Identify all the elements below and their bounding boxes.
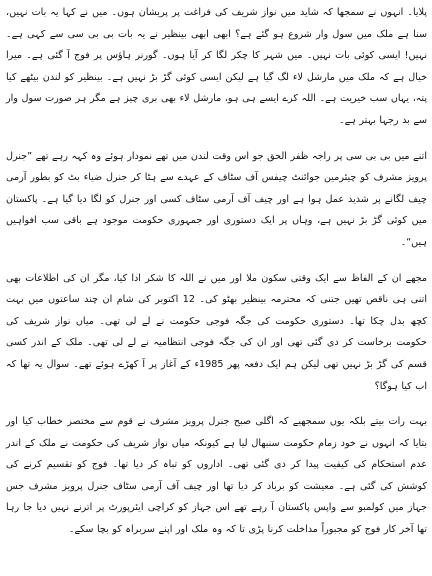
paragraph-1: پلایا۔ انہوں نے سمجھا کہ شاید میں نواز شریف کی فراغت پر پریشان ہوں۔ میں نے کہا یہ بات نہیں، سنا ہے ملک میں سول وار شروع ہو گئے ہے؟ ابھی ابھی بینظیر نے یہ بات بی بی سی سے کہی ہے۔ نہیں! ایسی کوئی بات نہیں۔ میں شہر کا چکر لگا کر آیا ہوں۔ گورنر ہاؤس پر فوج آ گئی ہے۔ میرا خیال ہے کہ ملک میں مارشل لاء لگ گیا ہے لیکن ایسی کوئی گڑ بڑ نہیں ہے۔ بینظیر کو لندن بیٹھے کیا پتہ، یہاں سب خیریت ہے۔ اللہ کرے ایسے ہی ہو، مارشل لاء بھی بری چیز ہے مگر ہر صورت سول وار سے بد رجہا بہتر ہے۔ <box>6 7 427 126</box>
paragraph-3: مجھے ان کے الفاظ سے ایک وقتی سکون ملا اور میں نے اللہ کا شکر ادا کیا، مگر ان کی اطلاعات بھی اتنی ہی ناقص تھیں جتنی کہ محترمہ بینظیر بھٹو کی۔ 12 اکتوبر کی شام ان چند ساعتوں میں بہت کچھ بدل چکا تھا۔ دستوری حکومت کی جگہ فوجی حکومت نے لے لی تھی۔ میاں نواز شریف کی حکومت برخاست کر دی گئی تھی اور ان کی جگہ فوجی انتظامیہ نے لے لی تھی۔ ملک کے اندر کسی قسم کی گڑ بڑ نہیں تھی لیکن ہم ایک دفعہ پھر 1985ء کے آغاز پر آ کھڑے ہوئے تھے۔ سوال یہ تھا کہ اب کیا ہوگا؟ <box>6 272 427 392</box>
paragraph-4: بہت رات بیتے بلکہ یوں سمجھیے کہ اگلی صبح جنرل پرویز مشرف نے قوم سے مختصر خطاب کیا اور بتایا کہ انہوں نے خود زمام حکومت سنبھال لیا ہے کیونکہ میاں نواز شریف کی حکومت نے ملک کے اندر عدم استحکام کی کیفیت پیدا کر دی گئی تھی۔ اداروں کو تباہ کر دیا تھا۔ فوج کو تقسیم کرنے کی کوشش کی گئی ہے۔ معیشت کو برباد کر دیا تھا اور چیف آف آرمی سٹاف جنرل پرویز مشرف جس جہاز میں کولمبو سے واپس پاکستان آ رہے تھے اس جہاز کو کراچی ایئرپورٹ پر اترنے نہیں دیا جا رہا تھا آخر کار فوج کو مجبوراً مداخلت کرنا پڑی تا کہ وہ ملک اور اپنے سربراہ کو بچا سکے۔ <box>6 416 427 536</box>
paragraph-2: اتنے میں بی بی سی پر راجہ ظفر الحق جو اس وقت لندن میں تھے نمودار ہوئے وہ کہہ رہے تھے ”جنرل پرویز مشرف کو چیئرمین جوائنٹ چیفس آف سٹاف کے عہدے سے ہٹا کر جنرل ضیاء بٹ کو بطور آرمی چیف لگانے پر شدید عمل ہوا ہے اور چیف آف آرمی سٹاف کسی اور جنرل کو لگا دیا گیا ہے۔ پاکستان میں کوئی گڑ بڑ نہیں ہے، وہاں پر ایک دستوری اور جمہوری حکومت موجود ہے باقی سب افواہیں ہیں“۔ <box>6 150 427 248</box>
